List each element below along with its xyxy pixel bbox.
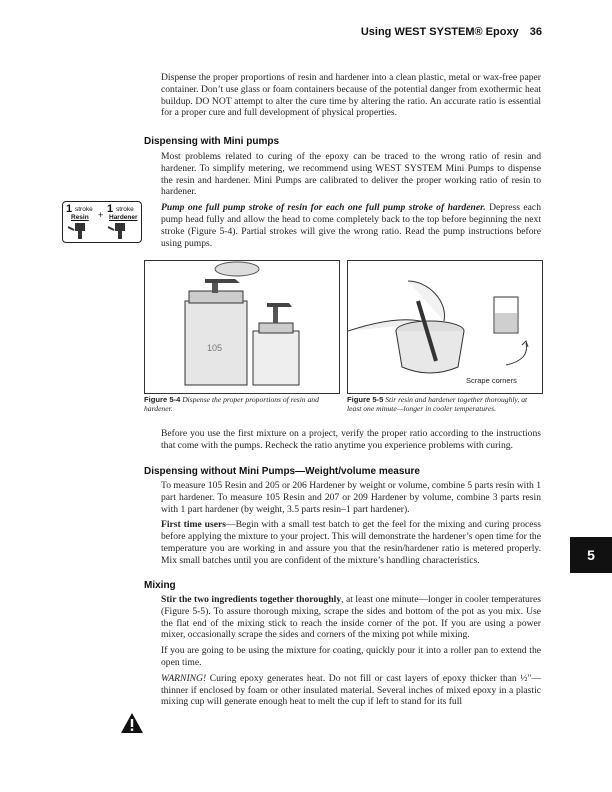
figure-5-4-image (144, 260, 340, 394)
section-heading-mixing: Mixing (144, 580, 176, 591)
pump-ratio-icon: 1 stroke Resin + 1 stroke Hardener (62, 201, 142, 243)
page-number: 36 (529, 26, 542, 38)
header-title: Using WEST SYSTEM® Epoxy (360, 26, 519, 38)
figure-5-5-caption: Figure 5-5 Stir resin and hardener together thoroughly, at least one minute—longer in cooler temperatures. (347, 395, 528, 414)
section-heading-weight-volume: Dispensing without Mini Pumps—Weight/volume measure (144, 466, 420, 477)
first-time-users-paragraph: First time users—Begin with a small test batch to get the feel for the mixing and curing process before applying the mixture to your project. This will demonstrate the hardener’s open time for the temperature you are working in and assure you that the resin/hardener ratio is metered properly. Mix small batches until you are confident of the mixture’s handling characteristics. (161, 519, 541, 566)
after-figures-paragraph (161, 428, 541, 456)
epoxy-cans-illustration (145, 261, 339, 393)
svg-text:105: 105 (207, 343, 223, 353)
warning-paragraph: WARNING! Curing epoxy generates heat. Do not fill or cast layers of epoxy thicker than ½"—thinner if enclosed by foam or other insulated material. Several inches of mixed epoxy in a plastic mixing cup will generate enough heat to melt the cup if left to stand for its full (161, 672, 541, 708)
weight-volume-p1: To measure 105 Resin and 205 or 206 Hardener by weight or volume, combine 5 parts resin with 1 part hardener. To measure 105 Resin and 207 or 209 Hardener by volume, combine 3 parts resin with 1 part hardener (by weight, 3.5 parts resin–1 part hardener). (161, 480, 541, 515)
chapter-tab: 5 (570, 537, 612, 573)
mixing-p1: Stir the two ingredients together thoroughly, at least one minute—longer in cooler temperatures (Figure 5-5). To assure thorough mixing, scrape the sides and bottom of the pot as you mix. Use the flat end of the mixing stick to reach the inside corner of the pot. If you are using a power mixer, occasionally scrape the sides and corners of the mixing pot while mixing. (161, 594, 541, 641)
after-figures-text: Before you use the first mixture on a project, verify the proper ratio according to the instructions that come with the pumps. Recheck the ratio anytime you experience problems with curing. (161, 428, 541, 451)
intro-paragraph (161, 72, 541, 123)
figure-5-4-caption: Figure 5-4 Dispense the proper proportions of resin and hardener. (144, 395, 319, 414)
intro-text: Dispense the proper proportions of resin and hardener into a clean plastic, metal or wax-free paper container. Don’t use glass or foam containers because of the potential danger from exothermic heat buildup. DO NOT attempt to alter the cure time by altering the ratio. An accurate ratio is essential for a proper cure and full development of physical properties. (161, 72, 541, 119)
figure-5-5-image (347, 260, 543, 394)
mixing-pot-illustration (348, 261, 542, 393)
section-mixing-body (161, 594, 541, 712)
scrape-corners-annotation: Scrape corners (466, 376, 517, 385)
mini-pumps-p1: Most problems related to curing of the epoxy can be traced to the wrong ratio of resin and hardener. To simplify metering, we recommend using WEST SYSTEM Mini Pumps to dispense the resin and hardener. Mini Pumps are calibrated to deliver the proper working ratio of resin to hardener. (161, 151, 541, 198)
page-header (361, 26, 542, 38)
mixing-p2: If you are going to be using the mixture for coating, quickly pour it into a roller pan to extend the open time. (161, 645, 541, 668)
section-weight-volume-body (161, 480, 541, 571)
warning-triangle-icon (120, 712, 144, 734)
mini-pumps-p2: Pump one full pump stroke of resin for each one full pump stroke of hardener. Depress each pump head fully and allow the head to come completely back to the top before beginning the next stroke (Figure 5-4). Partial strokes will give the wrong ratio. Read the pump instructions before using pumps. (161, 202, 541, 249)
pump-heads-icon (63, 223, 141, 241)
section-mini-pumps-body (161, 151, 541, 253)
section-heading-mini-pumps: Dispensing with Mini pumps (144, 136, 279, 147)
